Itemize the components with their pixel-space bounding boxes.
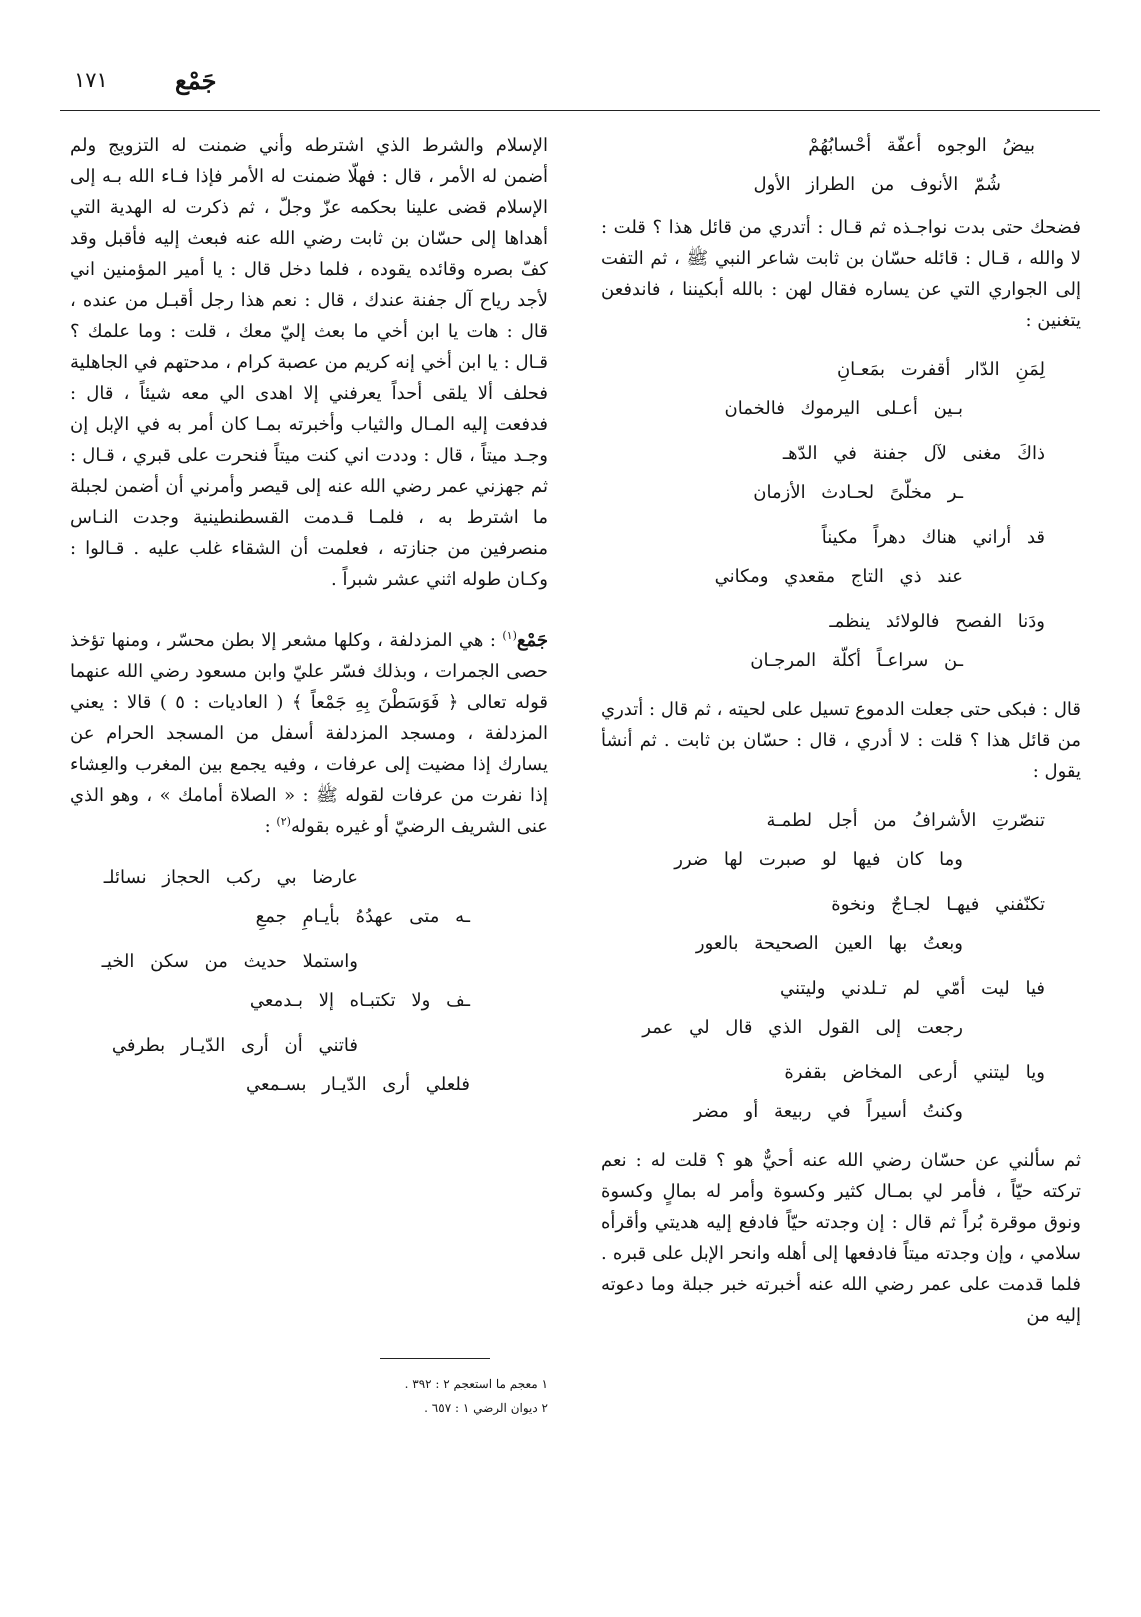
- poem-couplet: [70, 862, 548, 932]
- verse-hemistich-first: تكنّفني فيهـا لجـاجٌ ونخوة: [831, 894, 1045, 915]
- verse-hemistich-first: بيضُ الوجوه أعفّة أحْسابُهُمْ: [808, 135, 1035, 156]
- footnote-marker: (١): [502, 629, 517, 642]
- verse-hemistich-second: عند ذي التاج مقعدي ومكاني: [714, 566, 963, 587]
- verse-hemistich-second: ـه متى عهدُهُ بأيـامِ جمعِ: [255, 906, 470, 927]
- poem-couplet: [70, 946, 548, 1016]
- entry-text: : هي المزدلفة ، وكلها مشعر إلا بطن محسّر ، ومنها تؤخذ حصى الجمرات ، وبذلك فسّر عليّ وابن مسعود رضي الله عنهما قوله تعالى ﴿ فَوَسَطْنَ بِهِ جَمْعاً ﴾ ( العاديات : ٥ ) قالا : يعني المزدلفة ، ومسجد المزدلفة أسفل من المسجد الحرام عن يسارك إذا مضيت إلى عرفات ، وفيه يجمع بين المغرب والعِشاء إذا نفرت من عرفات لقوله ﷺ : « الصلاة أمامك » ، وهو الذي عنى الشريف الرضيّ أو غيره بقوله: [70, 630, 548, 837]
- running-headword: جَمْع: [175, 66, 217, 95]
- verse-hemistich-second: شُمّ الأنوف من الطراز الأول: [753, 174, 1001, 195]
- poem-couplet: [601, 973, 1081, 1043]
- verse-hemistich-first: قد أراني هناك دهراً مكيناً: [821, 527, 1045, 548]
- page-number: ١٧١: [74, 68, 108, 92]
- poem-couplet: [601, 130, 1081, 200]
- verse-hemistich-first: لِمَنِ الدّار أقفرت بمَعـانِ: [836, 359, 1045, 380]
- verse-hemistich-first: ذاكَ مغنى لآل جفنة في الدّهـ: [782, 443, 1045, 464]
- footnote: ١ معجم ما استعجم ٢ : ٣٩٢ .: [404, 1377, 548, 1391]
- verse-hemistich-first: واستملا حديث من سكن الخيـ: [101, 951, 358, 972]
- poem-couplet: [601, 805, 1081, 875]
- poem-block: [70, 862, 548, 1100]
- poem-couplet: [601, 522, 1081, 592]
- footnotes: [160, 1372, 548, 1420]
- poem-block: [601, 805, 1081, 1127]
- verse-hemistich-first: فيا ليت أمّي لم تـلدني وليتني: [779, 978, 1045, 999]
- poem-couplet: [601, 354, 1081, 424]
- verse-hemistich-second: وبعتُ بها العين الصحيحة بالعور: [695, 933, 963, 954]
- poem-block: [601, 354, 1081, 676]
- verse-hemistich-second: وما كان فيها لو صبرت لها ضرر: [674, 849, 963, 870]
- left-column: [70, 130, 548, 1114]
- right-column: [601, 130, 1081, 1331]
- verse-hemistich-second: ـر مخلّىً لحـادث الأزمان: [753, 482, 963, 503]
- poem-couplet: [601, 1057, 1081, 1127]
- entry-text-end: :: [264, 816, 277, 837]
- footnote: ٢ ديوان الرضي ١ : ٦٥٧ .: [424, 1401, 548, 1415]
- verse-hemistich-first: ويا ليتني أرعى المخاض بقفرة: [784, 1062, 1045, 1083]
- entry-headword: جَمْع: [516, 630, 548, 651]
- verse-hemistich-first: عارضا بي ركب الحجاز نسائلـ: [103, 867, 358, 888]
- footnote-divider: [380, 1358, 490, 1359]
- verse-hemistich-second: ـف ولا تكتبـاه إلا بـدمعي: [249, 990, 470, 1011]
- verse-hemistich-first: تنصّرتِ الأشرافُ من أجل لطمـة: [766, 810, 1045, 831]
- prose-paragraph: فضحك حتى بدت نواجـذه ثم قـال : أتدري من قائل هذا ؟ قلت : لا والله ، قـال : قائله حسّان بن ثابت شاعر النبي ﷺ ، ثم التفت إلى الجواري التي عن يساره فقال لهن : بالله أبكيننا ، فاندفعن يتغنين :: [601, 217, 1081, 331]
- verse-hemistich-second: رجعت إلى القول الذي قال لي عمر: [642, 1017, 963, 1038]
- entry-paragraph: [70, 625, 548, 842]
- prose-paragraph: قال : فبكى حتى جعلت الدموع تسيل على لحيته ، ثم قال : أتدري من قائل هذا ؟ قلت : لا أدري ، قال : حسّان بن ثابت . ثم أنشأ يقول :: [601, 699, 1081, 782]
- poem-couplet: [601, 606, 1081, 676]
- prose-paragraph: ثم سألني عن حسّان رضي الله عنه أحيٌّ هو ؟ قلت له : نعم تركته حيّاً ، فأمر لي بمـال كثير وكسوة وأمر له بمالٍ وكسوة ونوق موقرة بُراً ثم قال : إن وجدته حيّاً فادفع إليه هديتي وأقرأه سلامي ، وإن وجدته ميتاً فادفعها إلى أهله وانحر الإبل على قبره . فلما قدمت على عمر رضي الله عنه أخبرته خبر جبلة وما دعوته إليه من: [601, 1150, 1081, 1326]
- verse-hemistich-first: فاتني أن أرى الدّيـار بطرفي: [111, 1035, 358, 1056]
- footnote-marker: (٢): [276, 815, 291, 828]
- verse-hemistich-second: فلعلي أرى الدّيـار بسـمعي: [246, 1074, 470, 1095]
- verse-hemistich-second: بـين أعـلى اليرموك فالخمان: [724, 398, 963, 419]
- poem-couplet: [601, 889, 1081, 959]
- poem-couplet: [70, 1030, 548, 1100]
- verse-hemistich-second: وكنتُ أسيراً في ربيعة أو مضر: [693, 1101, 963, 1122]
- verse-hemistich-second: ـن سراعـاً أكلّة المرجـان: [750, 650, 963, 671]
- verse-hemistich-first: ودَنا الفصح فالولائد ينظمـ: [829, 611, 1045, 632]
- poem-couplet: [601, 438, 1081, 508]
- prose-paragraph: الإسلام والشرط الذي اشترطه وأني ضمنت له التزويج ولم أضمن له الأمر ، قال : فهلّا ضمنت له الأمر فإذا فـاء الله بـه إلى الإسلام قضى علينا بحكمه عزّ وجلّ ، ثم ذكرت له الهدية التي أهداها إلى حسّان بن ثابت رضي الله عنه فبعث إليه فأقبل وقد كفّ بصره وقائده يقوده ، فلما دخل قال : يا أمير المؤمنين اني لأجد رياح آل جفنة عندك ، قال : نعم هذا رجل أقبـل من عنده ، قال : هات يا ابن أخي ما بعث إليّ معك ، قلت : وما علمك ؟ قـال : يا ابن أخي إنه كريم من عصبة كرام ، مدحتهم في الجاهلية فحلف ألا يلقى أحداً يعرفني إلا اهدى الي معه شيئاً ، قال : فدفعت إليه المـال والثياب وأخبرته بمـا كان أمر به في الإبل إن وجـد ميتاً ، قال : وددت اني كنت ميتاً فنحرت على قبري ، قـال : ثم جهزني عمر رضي الله عنه إلى قيصر وأمرني أن أضمن لجبلة ما اشترط به ، فلمـا قـدمت القسطنطينية وجدت النـاس منصرفين من جنازته ، فعلمت أن الشقاء غلب عليه . قـالوا : وكـان طوله اثني عشر شبراً .: [70, 135, 548, 590]
- page-header: [60, 60, 1100, 111]
